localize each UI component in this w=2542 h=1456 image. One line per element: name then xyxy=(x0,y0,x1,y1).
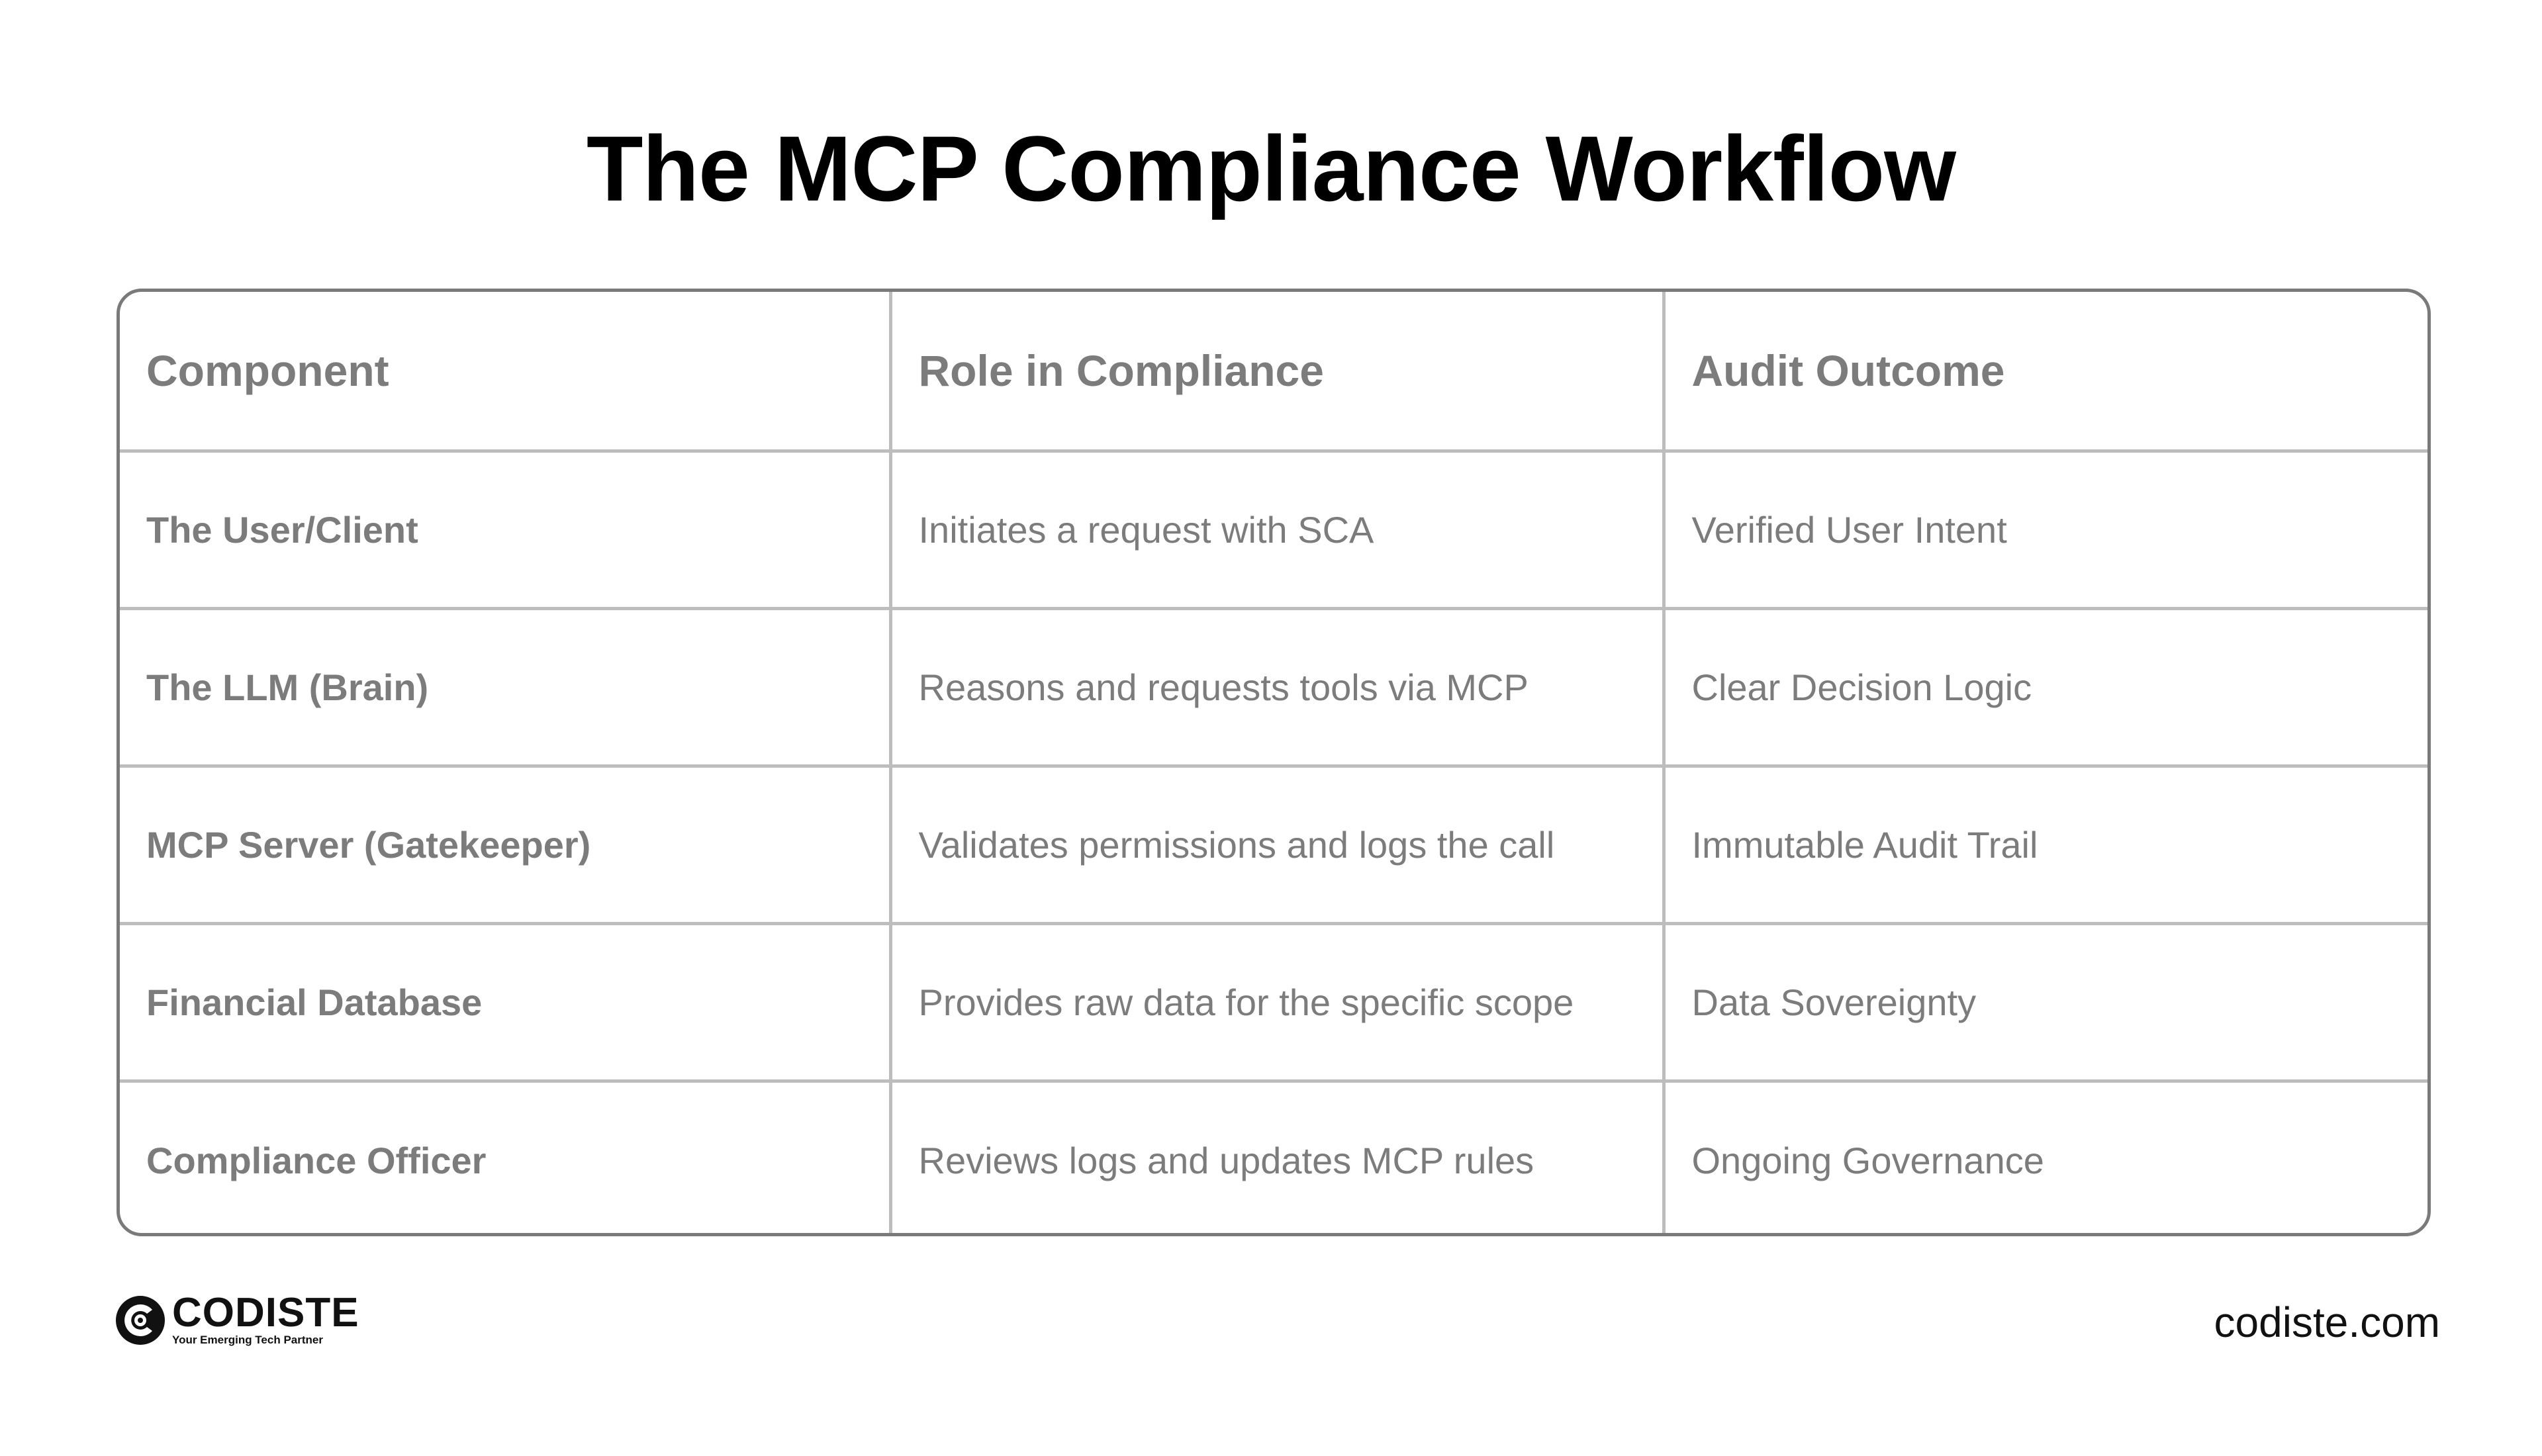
component-cell: Compliance Officer xyxy=(120,1081,890,1236)
outcome-cell: Ongoing Governance xyxy=(1691,1139,2044,1181)
component-cell: The LLM (Brain) xyxy=(120,608,890,766)
outcome-cell: Immutable Audit Trail xyxy=(1664,766,2427,923)
codiste-logo-icon xyxy=(114,1294,167,1347)
outcome-cell: Clear Decision Logic xyxy=(1664,608,2427,766)
table-row xyxy=(120,766,2427,923)
codiste-logo[interactable] xyxy=(114,1291,359,1350)
table-row xyxy=(120,923,2427,1081)
table-header-row xyxy=(120,292,2427,451)
outcome-cell: Data Sovereignty xyxy=(1664,923,2427,1081)
site-url-link[interactable]: codiste.com xyxy=(2214,1298,2440,1346)
role-cell: Validates permissions and logs the call xyxy=(890,766,1664,923)
header-role-in-compliance: Role in Compliance xyxy=(890,292,1664,451)
outcome-cell: Verified User Intent xyxy=(1664,451,2427,608)
compliance-table xyxy=(117,289,2431,1236)
table-row xyxy=(120,451,2427,608)
header-audit-outcome: Audit Outcome xyxy=(1664,292,2427,451)
role-cell: Initiates a request with SCA xyxy=(890,451,1664,608)
component-cell: Financial Database xyxy=(120,923,890,1081)
header-component: Component xyxy=(120,292,890,451)
component-cell: The User/Client xyxy=(120,451,890,608)
table-row xyxy=(120,1081,2427,1236)
brand-tagline: Your Emerging Tech Partner xyxy=(172,1334,323,1346)
page-title: The MCP Compliance Workflow xyxy=(586,116,1956,220)
component-cell: MCP Server (Gatekeeper) xyxy=(120,766,890,923)
compliance-grid xyxy=(120,292,2427,1236)
logo-text xyxy=(172,1290,359,1347)
role-cell: Reasons and requests tools via MCP xyxy=(890,608,1664,766)
table-row xyxy=(120,608,2427,766)
role-cell: Reviews logs and updates MCP rules xyxy=(890,1081,1664,1236)
brand-name: CODISTE xyxy=(172,1290,359,1336)
role-cell: Provides raw data for the specific scope xyxy=(890,923,1664,1081)
